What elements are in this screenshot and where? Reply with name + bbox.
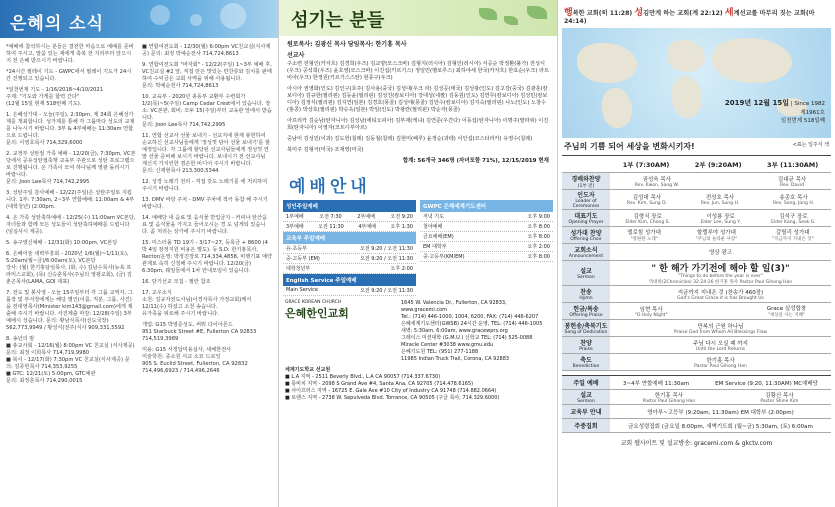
contact-line: 새벽: 5:30am, 6:00am, www.gracewprs.org [401,328,508,334]
service-cell [773,193,814,206]
news-column-1 [6,44,136,389]
decor-bubble [190,14,202,26]
service-cells [610,286,831,302]
weekly-cell [628,422,813,430]
table-row [420,232,553,242]
service-label-text: 경배와찬양 [571,175,601,183]
table-cell: 오전 11:30 [318,224,344,230]
news-item: 4. 온 가족 성탄축하예배 - 12/25(수) 11:00am VC본당, 자녀들과 함께 모든 성도들이 성탄축하예배를 드립니다(임실사시 제공). [6,215,138,235]
contact-line: 그레이스 미션대학 (G.M.U.) 신학교 TEL: (714) 525-0088 [401,335,533,341]
service-cell-text: 전성호 목사 [705,195,735,201]
service-cells [610,303,831,319]
weekly-label [562,419,610,432]
mission-region: 아시아 권영화(인도) 김인구(호주) 김사용(중국) 김성대(우크 라) 김성공(태국) 김성광(인도) 김고강(중국) 김광훈(캄보디아) 김규한(필리핀) 김동윤(필리핀) 김성진(캄보디아) 강대성(네팔) 김동원(인도) 김연무(캄보디아) 김성민(캄보디아) 김정식(필리핀) 김지연(일본) 김경호(몽골) 김성태(몽골) 김만수(캄보디아) 김지숙(필리핀) 나노(인도) 노창수(홍콩) 박상호(필리핀) 박승옥(일본) 박일(인도) 박광란(필리핀) 박순자(몽골) [287,86,548,113]
service-row [562,320,831,337]
news-item: 미용: G15 서정답미용실사, 새해한전사 미술학원: 종소원 식교 소묘 드로잉 905 S. Euclid Street, Fullerton, CA 92832 714,496,6923 / 714,496,2646 [142,347,248,374]
service-header-row [562,156,831,173]
weekly-cell-text: EM Service (9:20, 11:30AM) MC예배당 [715,380,818,387]
service-cells [610,173,831,189]
service-label-text: 교회소식 [574,247,598,254]
service-label [562,354,610,370]
service-label [562,261,610,285]
contact-line: 은혜기도원 TEL: (951) 277-1188 [401,349,479,355]
table-cell: 오후 8:00 [527,224,550,230]
service-cell-sub: Rev. Kwon, Sang W. [634,182,679,188]
church-name: 은혜한인교회 [285,307,349,320]
table-cell: 오전 9:20 / 오전 11:30 [360,256,413,262]
contact-line: Miracle Center #3038 www.gmu.edu [401,342,494,348]
service-span-sub: "Things to do before the year is over" [678,274,763,279]
table-row [283,254,416,264]
news-item: 16. 단기선교 모집 - 필란 참조 [142,279,211,285]
table-cell: 오전 9:20 / 오전 11:30 [360,246,413,252]
service-span-extra: 역대하(2Chronicles) 32:24-26 한기홍 목사 Pastor Paul Gihong Han [648,280,793,285]
service-row [562,227,831,244]
weekly-cell-text: 영아부~고등부 (9:20am, 11:30am) EM 대학부 (2:00pm) [647,409,794,416]
service-cells [610,337,831,353]
weekly-row [562,390,831,405]
news-item: 개업: G15 박영준성도, 써뭐 다이아몬드 951 Starbuck Street #E, Fullerton CA 92833 714,519,3989 [142,322,257,342]
table-row [420,242,553,252]
weekly-label-text: 설교 [580,392,592,399]
table-cell: 1부예배 [286,214,304,220]
service-cell-sub: "영원한 노래" [630,237,658,242]
table-cell: 오후 2:00 [390,266,413,272]
weekly-cell-text: 김황신 목사 [765,392,794,399]
service-span-text: 만복의 근원 하나님 [697,323,744,330]
table-cell: 2부예배 [357,214,375,220]
service-cell-sub: Rev. Kim, Sung D. [626,201,667,206]
members-header [279,0,557,36]
education-header: 교육부 주일예배 [283,232,416,244]
service-1: 1부 (7:30AM) [622,160,670,169]
weekly-label [562,376,610,389]
table-cell: 오후 2:00 [527,244,550,250]
table-cell: 오후 8:00 [527,254,550,260]
service-label [562,210,610,226]
service-3: 3부 (11:30AM) [767,160,819,169]
service-cell-sub: "주님의 놀라운 사랑" [695,237,738,242]
news-item: 11. 연합 선교사 선물 보내기 - 선교지에 현재 봉헌하여 순교하신 선교사님들에게 '정성껏 담아 선물 보내기'를 할 예정입니다. 각 그룹에 할당된 선교사님들에게 정성껏 연말 선물 준비해 보시기 바랍니다. 보내시기 전 선교사님 계신지 가지런한 겸손한 비디어 주시기 바랍니다. 문의: 신재현목사 213,300,5344 [142,133,271,174]
contact-line: 11985 Indian Truck Trail, Corona, CA 92883 [401,356,510,362]
missions-totals: 합계: 56개국 346명 (자녀포함 71%), 12/15/2019 현재 [402,158,549,164]
weekly-cell-sub: Pastor Shine Kim [760,398,799,404]
service-label [562,337,610,353]
news-item: 10. 교육부 - 2020년 총동부 교환부 수련회가 1/2(목)~5(주일) Camp Cedar Crest에서 있습니다. 장소: VC본관, 회비: 모두 15(주일)부터 교육관 앞에서 받습니다. 문의: Joon Lee목사 714,742,2995 [142,94,272,128]
table-row: Main Service 오전 9:20 / 오전 11:30 [283,286,416,296]
leaf-icon [479,8,497,20]
church-tel: Tel.: (714) 446-1000, 1004, 6200, FAX: (714) 446-6207 [401,314,539,320]
news-item: 13. DMV 바탕 주차 - DMV 주차에 적극 동참 해 주시기 바랍니다. [142,197,270,210]
service-row [562,354,831,371]
service-span [693,339,748,352]
news-header [0,0,278,38]
news-item: 3. 성탄주일 감사예배 - 12/22(주일)은 성탄주일로 지킵니다. 1부: 7:30am, 2~3부 연합예배: 11:00am & 4부(대학청년) (2:00pm. [6,190,135,210]
service-cell-text: 갈릴리 성가대 [775,230,810,236]
service-cells [610,261,831,285]
service-cell-text: 엘로힘 성가대 [627,230,661,236]
bulletin-footer: 교회 웹사이트 및 설교방송: gracemi.com & gkctv.com [620,440,773,447]
service-cell-text: 김석구 장로 [779,213,808,220]
weekly-row [562,376,831,390]
table-cell: 오전 9:20 [390,214,413,220]
worship-table-left [283,200,416,296]
weekly-cell-text: 한기홍 목사 [654,392,684,399]
mission-region: 구소련 전형인(카자흐) 김경희(우즈) 김교양(모스크바) 김형지(러시아) 김형인(러시아) 서공순 박정환(불가) 전성식(우크) 공석희(우즈) 윤호영(모스크바) 이진섭(키르기스) 정일민(벨로루스) 최하야세 한국(카자흐) 한효순(우크) 라트비아(우크) 한정원(키르기스스탄) 현종구(우크) [287,61,550,81]
english-header: English Service 주일예배 [283,274,416,286]
service-label-sub: Hymn [579,296,593,301]
news-item: 1. 은혜성가대 - 오늘(주일), 2:30pm, 제 34회 은혜성가제를 개최합니다. 성가제를 통해 각 그룹마다 성도의 교제를 나누시기 바랍니다. 3부 & 4부예배는 11:30am 연합으로 드립니다. 문의: 이영호목사 714,329,6000 [6,112,135,146]
service-label-sub: Benediction [572,364,600,369]
service-row [562,261,831,286]
worship-title: 예배안내 [289,177,371,197]
bulletin-volume: 제1961호 [800,110,825,116]
service-span [674,322,767,335]
service-cell [627,228,661,242]
church-eng-name: GRACE KOREAN CHURCH [285,300,342,305]
table-row [283,244,416,254]
table-cell: 3부예배 [286,224,304,230]
news-item: 6. 은혜어술 새벽부흥회 - 2020년 1/6(월)~1/11(토), 5:20am(월~금)/6:00am(토), VC본당 강사: (월) 한기홍담임목사, (화, 수) 김남수목사(뉴욕 프라미스교회), (목) 신승훈목사(주님의 영광교회), (금) 김춘곤목사(LAMA, GOI 대표) [6,251,132,285]
service-cell-sub: "지금까지 지내온 것" [771,237,814,242]
service-span-text: " 한 해가 가기전에 해야 할 일(3)" [651,264,790,274]
service-span [694,356,747,369]
service-label-sub: Announcement [568,254,604,259]
table-cell: 저녁 기도 [423,214,444,220]
prayer-count: 일천번제 518일째 [780,118,825,124]
service-2: 2부 (9:20AM) [694,160,742,169]
branches-title: 세계기도학교 선교원 [285,367,331,373]
service-label-text: 인도자 [577,192,595,199]
missions-list [287,61,549,154]
news-column-2 [142,44,272,389]
mission-region: 중남미 김성민(이과) 김도헌(칠레) 김동철(칠레) 김현미(페루) 윤정순(과테) 이인섭(코스타리카) 유영수(칠레) [287,136,533,142]
service-span-text: 지금까지 지내온 것 (찬송가 460장) [677,289,764,296]
church-address: 1645 W. Valencia Dr., Fullerton, CA 92833, www.gracemi.com [401,300,507,313]
weekly-cell [643,391,696,404]
news-item: 15. 미스터몰 TD 19기 - 3/17~27, 등록금 + 8600 (4박 4일 잠정지원 비용은 별도). 등 S.D: 한기홍목사, Rector/운영: 박정진장로 714,334,4858, 비행기표 예약 관계로 속히 신청해 주시기 바랍니다. 12/20(금) 6:30pm, 웨일들에서 1차 안내모임이 있습니다. [142,240,274,274]
service-label [562,173,610,189]
service-cell-sub: Elder Kim, Chong S. [625,219,670,225]
weekly-row [562,419,831,433]
service-cell [635,305,668,318]
service-label-text: 설교 [580,268,592,275]
branch-line: ■ 사이프러스 지역 - 16725 E. Gale Ave #10 City of Industry CA 91748 (714.882.0664) [285,388,497,394]
prayer-center-header: GWPC 은혜세계기도센터 [420,200,553,212]
news-item: *24시간 필레이 기도 - GWPC에서 필레이 기도가 24시간 진행되고 있습니다. [6,69,132,82]
weekly-cell-sub: Pastor Paul Gihong Han [642,398,696,404]
news-item: ■ 연합여전도회 - 12/30(월) 6:00pm VC친교실(식사제공) 문의: 최정 박예순전사 714,724,8613 [142,44,271,57]
service-span-text: 영상 광고 [708,250,732,256]
service-cell-sub: Elder Lee, Sung Y. [700,219,741,225]
service-span-sub: Until the Lord Returns [695,346,746,352]
service-label-sub: Song of Dedication [564,330,608,335]
service-cell [701,193,739,206]
world-map [562,28,831,138]
weekly-label-sub: Sermon [577,399,595,404]
service-row [562,173,831,190]
news-item: 17. 교우소식 소천: 김규자전도사님(이경자목사 가정교회)께서 12/11(수) 하셨고 소천 송습니다. 유가족을 위로해 주시기 바랍니다. [142,290,252,317]
service-label-text: 축도 [580,357,592,364]
service-cell-text: 할렐루야 성가대 [696,230,736,236]
table-row [283,222,416,232]
service-label-text: 찬양 [580,340,592,347]
decor-bubble [150,5,170,25]
service-label [562,320,610,336]
table-cell: 대학청년부 [286,266,311,272]
service-span-sub: God's Great Grace it is has Brought Us [677,295,764,301]
table-row [283,264,416,274]
service-span-text: 한기홍 목사 [706,357,735,364]
table-row [420,212,553,222]
service-label [562,244,610,260]
service-cell-text: 이성룡 장로 [706,213,735,220]
service-cell [771,212,816,225]
service-cell-text: 김대규 목사 [777,176,807,183]
service-label-text: 헌금/특송 [573,306,599,313]
service-row [562,190,831,210]
table-cell: 4부예배 [358,224,377,230]
service-label-text: 성가대 찬양 [570,230,602,237]
news-item: 8. 송년의 밤 ■ 총교사회 - 12/16(월) 8:00pm VC 친교실 (식사제공) 문의: 최정 이희목사 714,719,9980 ■ 북사 - 12/17(화) 7:30pm VC 친교실(식사제공) 문의: 김종헌목사 714,353,9255 ■ GTC: 12/21(토) 5:00pm, GTC예관 문의: 최정훈목사 714,290,0015 [6,336,135,384]
service-cell-sub: Rev. Song, Jong H. [773,201,815,206]
service-cell [772,228,814,242]
service-row [562,337,831,354]
service-cell [627,193,667,206]
service-label-sub: Opening Prayer [568,220,604,225]
branch-line: ■ 롱비치 지역 - 2098 S Grand Ave #4, Santa Ana, CA 92705 (714.478.6165) [285,381,474,387]
service-label-sub: Offering Choir [570,237,602,242]
news-item: 14. 예배당 내 음료 및 음식물 반입금지 - 커피나 탄산음료 및 음식물을 가지고 들어오시는 경 도 넘게되 있습니다. 좀 처리는 상가에 주시기 바랍니다. [142,215,268,235]
news-item: *일천번제 기도 - 1/16/2018~4/10/2021 주제: "기도와 가게를 합력 간다" (12월 15일 현재 518번째 기도). [6,87,104,107]
service-cell [778,175,806,188]
service-cell [625,212,670,225]
weekly-cell-text: 금요성령집회 (금요일 8:00pm, 새벽기도회 (월~금) 5:30am, (토) 6:00am [628,423,813,430]
service-row [562,303,831,320]
service-span-sub: Pastor Paul Gihong Han [694,363,747,369]
service-cells [610,244,831,260]
weekly-cell [623,379,689,387]
service-cell-text: Grace 실성합창 [766,306,807,312]
members-panel [278,0,557,507]
service-cell-sub: Rev. David [780,182,804,188]
service-cell-text: 김성대 목사 [632,195,662,201]
service-label [562,190,610,209]
service-cells [610,210,831,226]
service-cell [635,175,679,188]
news-item: 7. 전도 및 봉사영 - 오늘 15주일부터 각 그룹 교역자, 그룹장 및 부서장에게는 해당 별인(이름, 직분, 그룹, 사진)을 전대영목사(Minister kim143@gmail.com)에게 제출해 주시기 바랍니다. 사진제출 마감: 12/28(주일) 3부 예배시 성습니다. 문의: 황남식목사(선도국장) 562,773,9949 / 황성식(전주)식사 909,331,5592 [6,290,134,331]
service-cells [610,354,831,370]
service-row [562,210,831,227]
service-span-sub: Praise God from Whom All Blessings Flow [673,329,768,335]
weekly-label [562,390,610,404]
weekly-cells [610,405,831,418]
table-row [420,252,553,262]
service-label-sub: (1부 전) [577,183,595,189]
church-motto: 행복한 교회(히 11:28) 성김만게 하는 교회(계 22:12) 세계선교를 마무리 짓는 교회(마 24:14) [564,8,815,25]
weekly-cells [610,376,831,389]
table-cell: 오후 9:00 [527,214,550,220]
sunday-header: 성인주일예배 [283,200,416,212]
branch-line: ■ L.A 지역 - 2511 Beverly Blvd., L.A CA 90057 (714.337.6730) [285,374,441,380]
service-cell-text: 임현 목사 [639,306,663,313]
table-cell: 유·초등부 [286,246,307,252]
service-row [562,286,831,303]
table-cell: 중·고등부 (EM) [286,256,320,262]
missions-heading: 선교사 [287,52,305,59]
service-cell-text: 송종호 목사 [779,195,808,201]
weekly-label-text: 주일 예배 [573,380,599,387]
weekly-cell [715,379,818,387]
service-cell-text: 김형식 장로 [633,213,662,220]
news-title: 은혜의 소식 [10,14,105,34]
mission-region: 아프리카 김순남(탄자니아) 김성남(에티오피아) 김부재(케냐) 김연준(우간다) 이동섭(탄자니아) 이명주(말라위) 이진희(탄자니아) 이영자(코트디부아르) [287,118,549,131]
table-row [283,212,416,222]
service-label [562,286,610,302]
contact-line: 은혜세계기도센터(GWSB) 24시간 운영, TEL: (714) 446-1005 [401,321,543,327]
table-cell: 오후 8:00 [527,234,550,240]
news-item: 9. 연합여전도회 "바자회" - 12/22(주일) 1~3부 예배 후, VC친교실 #2 앞, 직접 만든 맛있는 반찬류와 김치를 판매하여 수익금은 교회 사역을 위해 사용됩니다. 문의: 박예순전사 714,724,8613 [142,62,272,89]
service-label-sub: Leader of Ceremonies [572,199,600,209]
service-span-text: 주님 다시 오실 때 까지 [693,340,748,347]
table-cell: EM 대학부 [423,244,447,250]
branches [279,367,557,402]
news-panel [0,0,278,507]
service-cells [610,227,831,243]
church-logo [285,300,395,363]
service-cell-sub: "O Holy Night" [634,312,668,318]
service-order [562,155,831,371]
news-item: 2. 교정부 성탄절 가족 예배 - 12/20(금), 7:30pm, VC본당에서 공유성탄절축행 교육부 주관으로 성탄 프로그램으로 진행됩니다. 온 가족이 모여 하나님께 영광 돌리시기 바랍니다. 문의: Joon Lee목사 714,742,2995 [6,151,136,185]
service-label-text: 봉헌송/축복기도 [564,323,608,330]
bulletin-date-block: 2019년 12월 15일 | Since 1982 제1961호 일천번제 518일째 [724,99,825,124]
branch-line: ■ 토랜스 지역 - 2738 W. Sepulveda Blvd. Torrance, CA 90505 (구글 목사, 714.329.6000) [285,395,500,401]
news-item: *예배에 참석하시는 분들은 결전한 마음으로 예배를 준비하여 주시고, 말씀 있는 재에게 축복 전 지리부터 앉으시지 전 은혜 받으시기 바랍니다. [6,44,134,64]
pastors-line: 원로목사: 김광신 목사 담임목사: 한기홍 목사 [287,41,407,48]
service-cell-sub: "세상을 사는 지혜" [767,313,806,318]
service-cell [696,228,738,242]
weekly-cells [610,390,831,404]
bulletin-date: 2019년 12월 15일 [724,99,789,107]
service-span [677,288,764,301]
table-cell: 오후 1:30 [390,224,413,230]
service-cell [767,304,806,318]
table-cell: 금요예배(EM) [423,234,454,240]
weekly-cell [760,391,798,404]
service-cell-text: 권성욱 목사 [642,176,671,183]
weekly-info [562,375,831,433]
weekly-cell-text: 3~4부 연합예배 11:30am [622,380,690,387]
weekly-row [562,405,831,419]
news-item: 12. 성경 노래기 전리 - 직접 갖도 노래기를 에 처리하여 주시기 바랍니다. [142,179,269,192]
service-cells [610,190,831,209]
service-cell-sub: Rev. Jun, Sung H. [700,201,740,206]
weekly-label-text: 주중집회 [574,423,598,430]
service-cells [610,320,831,336]
table-cell: 오전 7:30 [319,214,342,220]
service-label-text: 찬송 [580,289,592,296]
service-cell-sub: Elder Kang, Seok G. [771,219,816,225]
bulletin-theme: 주님의 기쁨 되어 세상을 변화시키자! <표는 일주식 색 [564,142,829,151]
service-label-text: 대표기도 [574,213,598,220]
members-title: 섬기는 분들 [291,10,385,31]
news-item: 5. 송구영신예배 - 12/31(화) 10:00pm, VC본당 [6,240,118,246]
weekly-cells [610,419,831,432]
service-label-sub: Offering Praise [569,313,603,318]
service-label-sub: Sermon [577,275,595,280]
bulletin-panel [557,0,835,507]
weekly-cell [647,408,794,416]
service-span [649,261,792,285]
service-label [562,227,610,243]
table-row [420,222,553,232]
table-cell: 철야예배 [423,224,443,230]
service-label [562,303,610,319]
leaf-icon [527,6,547,19]
decor-bubble [220,3,246,29]
mission-region: 북미주 김형극(미국) 조재영(미국) [287,147,364,153]
service-row [562,244,831,261]
leaf-icon [504,16,518,25]
service-label-sub: Praise [579,347,593,352]
worship-table-right [420,200,553,296]
church-contact [401,300,551,363]
service-span [709,248,732,256]
weekly-label [562,405,610,418]
service-cell [701,212,741,225]
table-cell: 중·고등부(KM/EM) [423,254,465,260]
weekly-label-text: 교육부 안내 [570,409,602,416]
